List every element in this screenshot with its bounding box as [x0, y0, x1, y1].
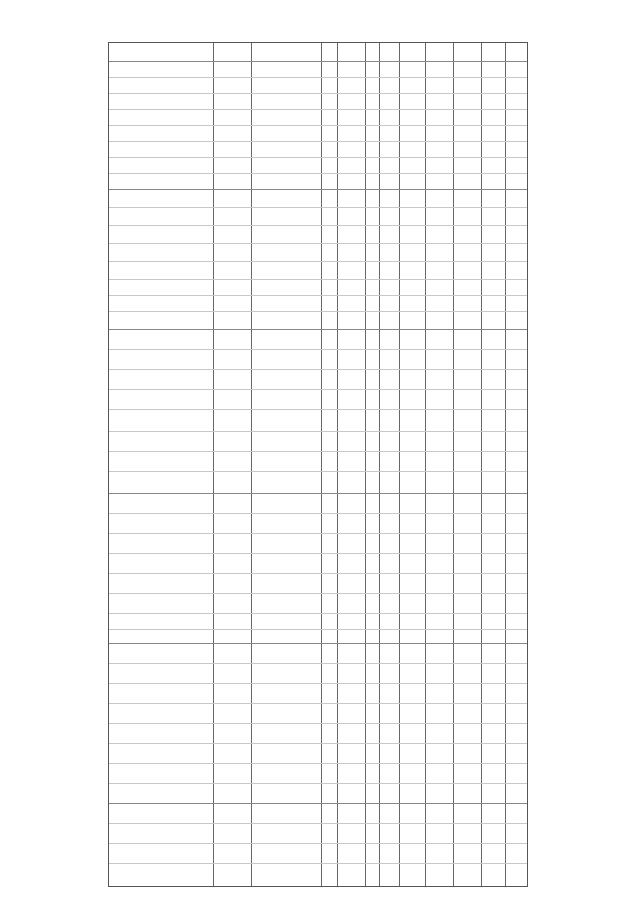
year-row [109, 389, 527, 390]
year-row [109, 629, 527, 630]
year-row [109, 683, 527, 684]
year-row [109, 207, 527, 208]
year-row [109, 349, 527, 350]
year-row [109, 157, 527, 158]
year-row [109, 573, 527, 574]
column-divider [213, 43, 214, 886]
year-row [109, 553, 527, 554]
year-row [109, 513, 527, 514]
section-divider [109, 643, 527, 644]
column-divider [505, 43, 506, 886]
header-divider [109, 61, 527, 62]
year-row [109, 173, 527, 174]
year-row [109, 77, 527, 78]
year-row [109, 703, 527, 704]
column-divider [425, 43, 426, 886]
section-divider [109, 803, 527, 804]
year-row [109, 431, 527, 432]
year-row [109, 93, 527, 94]
year-row [109, 451, 527, 452]
year-row [109, 471, 527, 472]
year-row [109, 141, 527, 142]
year-row [109, 783, 527, 784]
year-row [109, 125, 527, 126]
column-divider [337, 43, 338, 886]
year-row [109, 823, 527, 824]
year-row [109, 613, 527, 614]
year-row [109, 261, 527, 262]
section-divider [109, 493, 527, 494]
section-divider [109, 329, 527, 330]
year-row [109, 243, 527, 244]
column-divider [399, 43, 400, 886]
year-row [109, 533, 527, 534]
year-row [109, 311, 527, 312]
column-divider [481, 43, 482, 886]
column-divider [251, 43, 252, 886]
year-row [109, 225, 527, 226]
year-row [109, 409, 527, 410]
data-table [108, 42, 528, 887]
year-row [109, 863, 527, 864]
year-row [109, 369, 527, 370]
section-divider [109, 189, 527, 190]
year-row [109, 593, 527, 594]
year-row [109, 295, 527, 296]
year-row [109, 723, 527, 724]
column-divider [365, 43, 366, 886]
year-row [109, 279, 527, 280]
year-row [109, 743, 527, 744]
column-divider [321, 43, 322, 886]
year-row [109, 763, 527, 764]
column-divider [379, 43, 380, 886]
year-row [109, 663, 527, 664]
column-divider [453, 43, 454, 886]
year-row [109, 109, 527, 110]
year-row [109, 843, 527, 844]
